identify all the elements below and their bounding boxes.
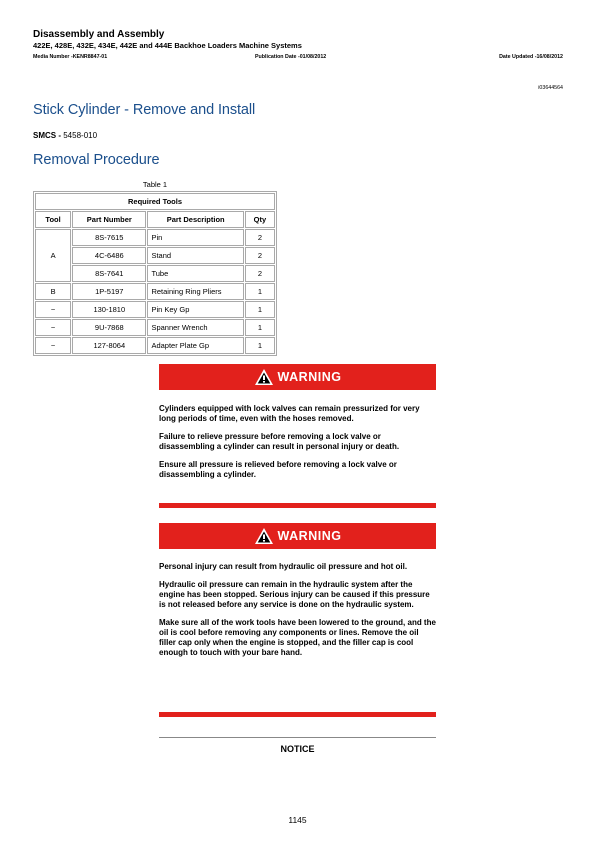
- table-row: [35, 283, 275, 300]
- page-number: 1145: [288, 815, 307, 825]
- warning-paragraph: Hydraulic oil pressure can remain in the hydraulic system after the engine has been stopped. Serious injury can be caused if this pressure is not released before any service is done on the hydraulic system.: [159, 580, 430, 609]
- part-description-cell: Pin: [147, 229, 243, 246]
- qty-cell: 2: [245, 265, 275, 282]
- warning-paragraph: Cylinders equipped with lock valves can remain pressurized for very long periods of time, even with the hoses removed.: [159, 404, 420, 423]
- part-number-cell: 9U-7868: [72, 319, 146, 336]
- warning-paragraph: Personal injury can result from hydraulic oil pressure and hot oil.: [159, 562, 408, 571]
- warning-divider: [159, 503, 436, 508]
- column-header-qty: Qty: [245, 211, 275, 228]
- table-row: [35, 319, 275, 336]
- part-number-cell: 130-1810: [72, 301, 146, 318]
- notice-divider: [159, 737, 436, 738]
- section-heading: Removal Procedure: [33, 152, 160, 168]
- warning-triangle-icon: [254, 368, 274, 386]
- qty-cell: 1: [245, 337, 275, 354]
- warning-triangle-icon: [254, 527, 274, 545]
- warning-label: WARNING: [277, 529, 342, 543]
- column-header-part-description: Part Description: [147, 211, 243, 228]
- warning-text: [159, 404, 436, 488]
- qty-cell: 2: [245, 247, 275, 264]
- smcs-label: SMCS -: [33, 131, 61, 140]
- table-row: [35, 337, 275, 354]
- part-description-cell: Stand: [147, 247, 243, 264]
- part-description-cell: Retaining Ring Pliers: [147, 283, 243, 300]
- table-row: [35, 229, 275, 246]
- part-description-cell: Pin Key Gp: [147, 301, 243, 318]
- table-caption: Table 1: [142, 180, 168, 189]
- smcs-code: [33, 131, 97, 140]
- column-header-tool: Tool: [35, 211, 71, 228]
- qty-cell: 1: [245, 283, 275, 300]
- page-title: Stick Cylinder - Remove and Install: [33, 102, 256, 118]
- part-description-cell: Adapter Plate Gp: [147, 337, 243, 354]
- part-number-cell: 4C-6486: [72, 247, 146, 264]
- part-description-cell: Tube: [147, 265, 243, 282]
- table-title: Required Tools: [35, 193, 275, 210]
- publication-date: Publication Date -01/08/2012: [255, 54, 327, 60]
- tool-cell: −: [35, 337, 71, 354]
- required-tools-table: [33, 191, 277, 356]
- tool-cell: −: [35, 301, 71, 318]
- document-id: i03644564: [538, 85, 563, 91]
- warning-paragraph: Failure to relieve pressure before removing a lock valve or disassembling a cylinder can result in personal injury or death.: [159, 432, 400, 451]
- notice-heading: NOTICE: [280, 744, 315, 754]
- qty-cell: 1: [245, 301, 275, 318]
- table-row: [35, 301, 275, 318]
- date-updated: Date Updated -16/08/2012: [499, 54, 563, 60]
- warning-text: [159, 562, 436, 666]
- qty-cell: 2: [245, 229, 275, 246]
- part-number-cell: 127-8064: [72, 337, 146, 354]
- part-number-cell: 1P-5197: [72, 283, 146, 300]
- qty-cell: 1: [245, 319, 275, 336]
- document-subtitle: 422E, 428E, 432E, 434E, 442E and 444E Backhoe Loaders Machine Systems: [33, 41, 302, 50]
- part-number-cell: 8S-7615: [72, 229, 146, 246]
- warning-paragraph: Make sure all of the work tools have been lowered to the ground, and the oil is cool before removing any components or lines. Remove the oil filler cap only when the engine is stopped, and the filler cap is cool enough to touch with your bare hand.: [159, 618, 436, 657]
- tool-cell: B: [35, 283, 71, 300]
- smcs-value: 5458-010: [63, 131, 98, 140]
- part-description-cell: Spanner Wrench: [147, 319, 243, 336]
- warning-label: WARNING: [277, 370, 342, 384]
- warning-divider: [159, 712, 436, 717]
- tool-cell: −: [35, 319, 71, 336]
- part-number-cell: 8S-7641: [72, 265, 146, 282]
- tool-cell: A: [35, 229, 71, 282]
- document-title: Disassembly and Assembly: [33, 29, 165, 40]
- media-number: Media Number -KENR8847-01: [33, 54, 108, 60]
- warning-paragraph: Ensure all pressure is relieved before removing a lock valve or disassembling a cylinder.: [159, 460, 397, 479]
- warning-banner: [159, 523, 436, 549]
- column-header-part-number: Part Number: [72, 211, 146, 228]
- warning-banner: [159, 364, 436, 390]
